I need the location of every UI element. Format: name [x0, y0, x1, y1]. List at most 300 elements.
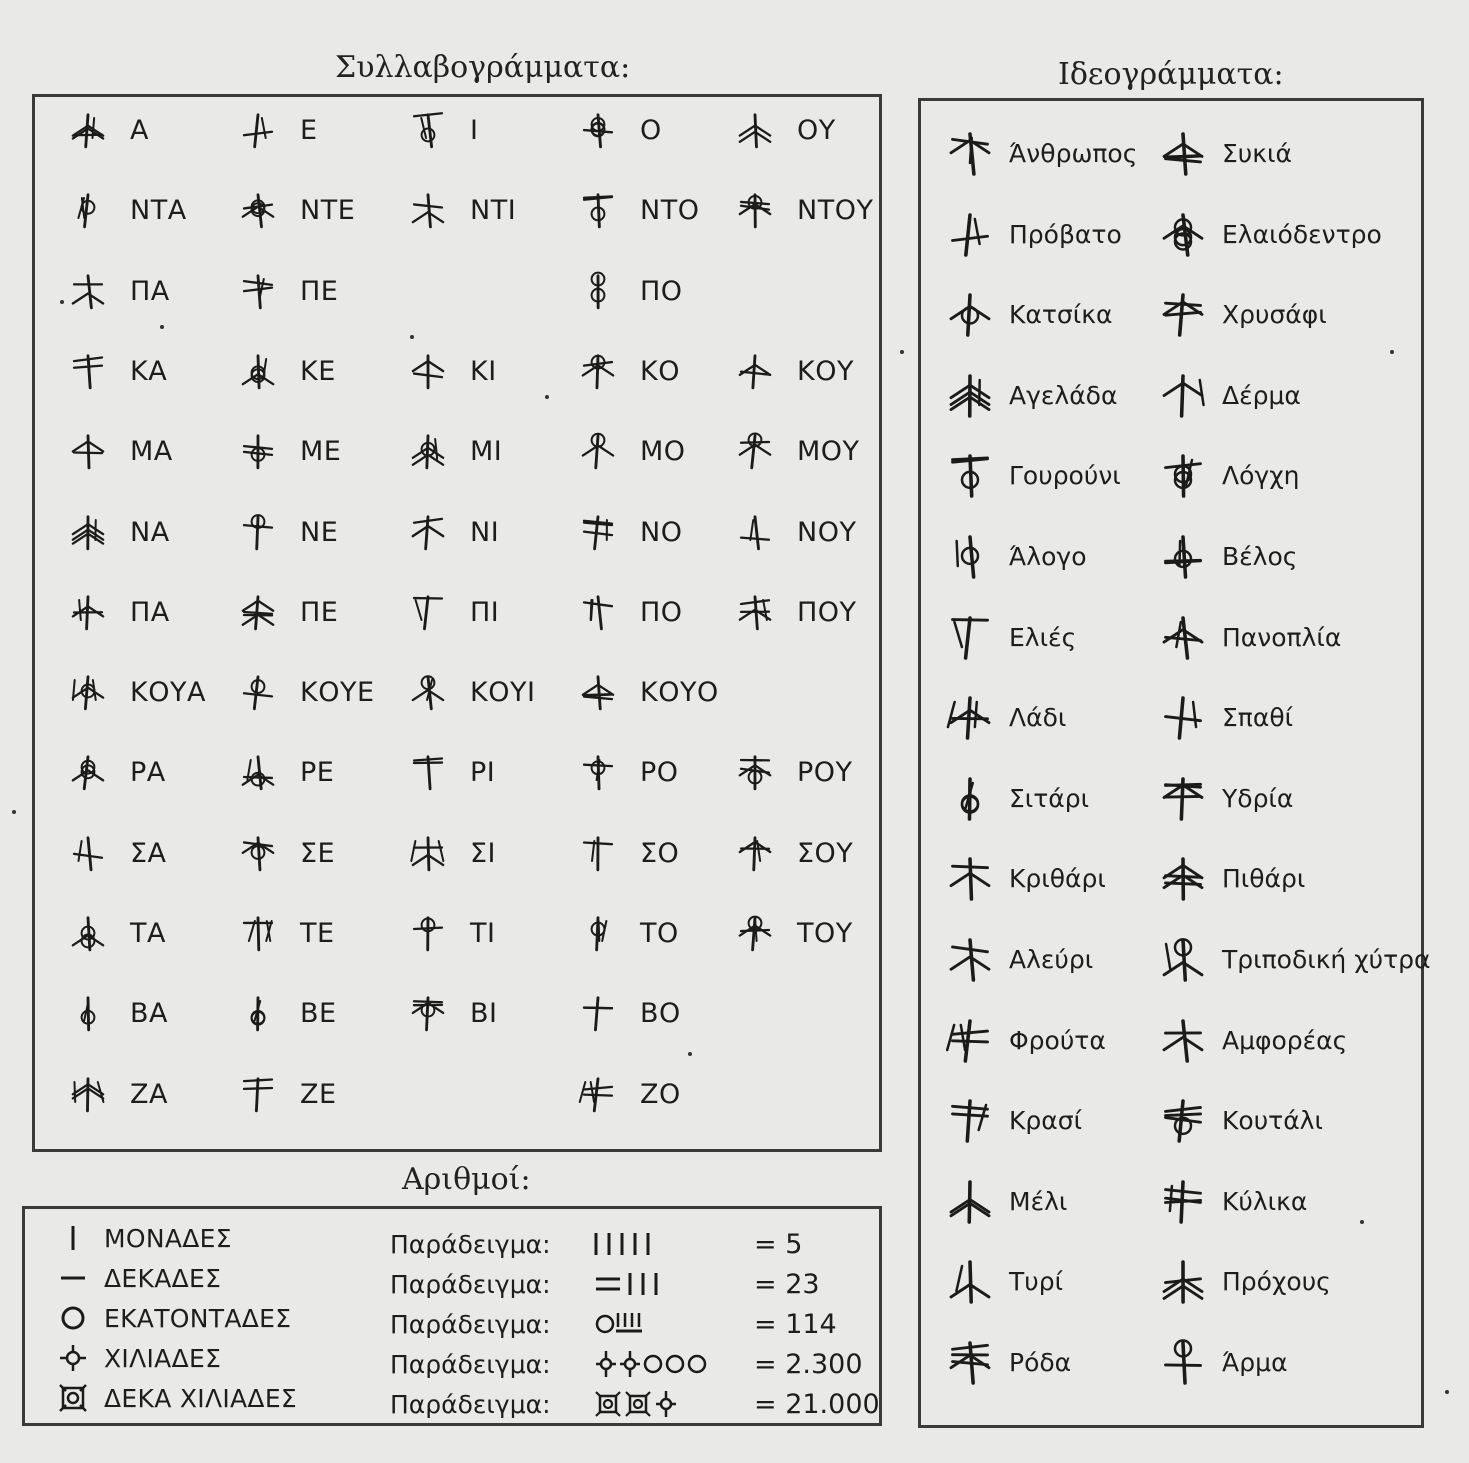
linear-b-syllabogram-icon [408, 351, 448, 391]
syllabogram-label: ΜΙ [470, 435, 503, 467]
ideogram-label: Κουτάλι [1222, 1105, 1323, 1135]
ideogram-item [1158, 199, 1382, 269]
syllabogram-label: ΠΟΥ [797, 596, 857, 628]
number-example-row [390, 1264, 820, 1304]
speck [1445, 1390, 1449, 1394]
ideogram-label: Φρούτα [1009, 1025, 1106, 1055]
linear-b-ideogram-icon [945, 692, 995, 742]
linear-b-syllabogram-icon [578, 1074, 618, 1114]
syllabogram-cell [238, 582, 338, 642]
linear-b-ideogram-icon [1158, 1256, 1208, 1306]
syllabogram-cell [735, 582, 857, 642]
syllabogram-label: ΜΟΥ [797, 435, 860, 467]
linear-b-ideogram-icon [1158, 1337, 1208, 1387]
syllabogram-label: ΝΟΥ [797, 516, 857, 548]
syllabogram-cell [68, 341, 167, 401]
example-label: Παράδειγμα: [390, 1269, 551, 1299]
linear-b-ideogram-icon [945, 531, 995, 581]
linear-b-syllabogram-icon [68, 672, 108, 712]
linear-b-syllabogram-icon [68, 190, 108, 230]
syllabogram-cell [735, 180, 873, 240]
ideogram-item [945, 1166, 1067, 1236]
linear-b-ideogram-icon [945, 289, 995, 339]
ideogram-label: Λάδι [1009, 702, 1067, 732]
syllabogram-label: ΒΕ [300, 997, 337, 1029]
linear-b-ideogram-icon [1158, 209, 1208, 259]
syllabogram-cell [68, 983, 168, 1043]
syllabogram-cell [238, 261, 338, 321]
ideogram-item [1158, 1166, 1307, 1236]
syllabogram-cell [578, 742, 679, 802]
linear-b-syllabogram-icon [408, 752, 448, 792]
linear-b-ideogram-icon [1158, 773, 1208, 823]
linear-b-syllabogram-icon [578, 913, 618, 953]
ideogram-label: Αγελάδα [1009, 380, 1118, 410]
number-unit-row [58, 1338, 221, 1378]
syllabogram-cell [578, 582, 683, 642]
syllabogram-label: ΚΟΥΟ [640, 676, 719, 708]
example-label: Παράδειγμα: [390, 1349, 551, 1379]
syllabogram-label: ΚΟΥ [797, 355, 854, 387]
framed-circle-with-rays-icon [58, 1383, 88, 1413]
syllabogram-label: ΠΑ [130, 275, 170, 307]
syllabogram-label: Ε [300, 114, 318, 146]
number-unit-row [58, 1258, 221, 1298]
linear-b-ideogram-icon [945, 612, 995, 662]
ideogram-label: Λόγχη [1222, 460, 1300, 490]
syllabogram-cell [408, 662, 535, 722]
linear-b-syllabogram-icon [68, 592, 108, 632]
linear-b-ideogram-icon [945, 209, 995, 259]
linear-b-syllabogram-icon [408, 592, 448, 632]
linear-b-ideogram-icon [945, 128, 995, 178]
numbers-title: Αριθμοί: [402, 1162, 531, 1197]
linear-b-syllabogram-icon [735, 190, 775, 230]
example-label: Παράδειγμα: [390, 1389, 551, 1419]
syllabogram-cell [735, 903, 853, 963]
syllabogram-label: ΝΤΟ [640, 194, 700, 226]
syllabogram-cell [578, 100, 662, 160]
linear-b-ideogram-icon [945, 1176, 995, 1226]
ideogram-item [945, 763, 1089, 833]
syllabogram-cell [238, 502, 338, 562]
circle-with-rays-icon [58, 1343, 88, 1373]
linear-b-syllabogram-icon [238, 190, 278, 230]
example-label: Παράδειγμα: [390, 1229, 551, 1259]
syllabogram-label: ΟΥ [797, 114, 836, 146]
linear-b-ideogram-icon [1158, 1176, 1208, 1226]
ideogram-label: Χρυσάφι [1222, 299, 1327, 329]
linear-b-syllabogram-icon [238, 431, 278, 471]
syllabogram-label: ΜΟ [640, 435, 686, 467]
syllabogram-label: ΜΕ [300, 435, 342, 467]
example-value: = 5 [754, 1228, 803, 1260]
ideogram-item [945, 1246, 1063, 1316]
syllabogram-cell [238, 341, 336, 401]
ideogram-item [1158, 1327, 1288, 1397]
ideogram-label: Πρόχους [1222, 1266, 1331, 1296]
syllabogram-cell [68, 582, 170, 642]
linear-b-syllabogram-icon [578, 752, 618, 792]
syllabogram-cell [68, 903, 166, 963]
syllabogram-cell [408, 100, 478, 160]
syllabogram-cell [408, 421, 502, 481]
speck [688, 1052, 692, 1056]
vertical-stroke-icon [58, 1223, 88, 1253]
linear-b-syllabogram-icon [68, 833, 108, 873]
syllabogram-label: ΤΑ [130, 917, 166, 949]
syllabogram-label: ΠΕ [300, 275, 339, 307]
syllabogram-cell [68, 662, 206, 722]
ideogram-label: Τριποδική χύτρα [1222, 944, 1431, 974]
linear-b-syllabogram-icon [238, 110, 278, 150]
syllabogram-cell [408, 341, 497, 401]
ideogram-item [945, 1327, 1071, 1397]
syllabogram-cell [578, 341, 680, 401]
linear-b-syllabogram-icon [68, 271, 108, 311]
syllabogram-label: ΝΙ [470, 516, 500, 548]
ideogram-label: Μέλι [1009, 1186, 1068, 1216]
ideogram-item [1158, 763, 1293, 833]
number-unit-label: ΔΕΚΑ ΧΙΛΙΑΔΕΣ [104, 1383, 298, 1413]
linear-b-syllabogram-icon [68, 431, 108, 471]
syllabogram-label: Α [130, 114, 149, 146]
linear-b-ideogram-icon [945, 853, 995, 903]
ideogram-item [1158, 118, 1292, 188]
linear-b-syllabogram-icon [578, 351, 618, 391]
number-unit-row [58, 1298, 291, 1338]
speck [1360, 1220, 1364, 1224]
syllabogram-label: ΒΙ [470, 997, 498, 1029]
linear-b-syllabogram-icon [578, 592, 618, 632]
linear-b-ideogram-icon [945, 1015, 995, 1065]
ideogram-label: Συκιά [1222, 138, 1292, 168]
syllabogram-cell [578, 261, 683, 321]
linear-b-syllabogram-icon [578, 993, 618, 1033]
ideogram-label: Τυρί [1009, 1266, 1064, 1296]
linear-b-syllabogram-icon [238, 1074, 278, 1114]
linear-b-ideogram-icon [945, 1095, 995, 1145]
syllabogram-cell [578, 502, 682, 562]
linear-b-syllabogram-icon [408, 672, 448, 712]
syllabogram-cell [735, 421, 860, 481]
ideogram-label: Πιθάρι [1222, 863, 1306, 893]
linear-b-syllabogram-icon [238, 752, 278, 792]
linear-b-ideogram-icon [945, 773, 995, 823]
ideogram-label: Ελιές [1009, 622, 1077, 652]
syllabogram-label: ΠΑ [130, 596, 170, 628]
syllabogram-label: ΝΤΕ [300, 194, 356, 226]
number-glyphs-icon [590, 1307, 740, 1341]
syllabogram-cell [735, 100, 836, 160]
syllabogram-label: ΚΑ [130, 355, 168, 387]
syllabogram-cell [578, 903, 679, 963]
linear-b-ideogram-icon [1158, 531, 1208, 581]
linear-b-syllabogram-icon [238, 993, 278, 1033]
number-example-row [390, 1344, 863, 1384]
syllabogram-cell [578, 823, 679, 883]
syllabograms-title: Συλλαβογράμματα: [335, 50, 631, 85]
ideogram-item [1158, 924, 1431, 994]
syllabogram-label: ΖΕ [300, 1078, 337, 1110]
linear-b-syllabogram-icon [578, 190, 618, 230]
linear-b-ideogram-icon [1158, 289, 1208, 339]
ideogram-item [945, 924, 1093, 994]
speck [1390, 350, 1394, 354]
ideogram-item [945, 521, 1087, 591]
syllabogram-label: ΠΟ [640, 275, 683, 307]
syllabogram-label: ΠΙ [470, 596, 500, 628]
ideogram-item [945, 843, 1106, 913]
linear-b-syllabogram-icon [238, 351, 278, 391]
linear-b-ideogram-icon [1158, 853, 1208, 903]
example-label: Παράδειγμα: [390, 1309, 551, 1339]
ideogram-item [945, 279, 1112, 349]
number-glyphs-icon [590, 1227, 740, 1261]
syllabogram-cell [68, 823, 167, 883]
linear-b-syllabogram-icon [408, 512, 448, 552]
linear-b-syllabogram-icon [735, 351, 775, 391]
number-example-row [390, 1224, 802, 1264]
linear-b-syllabogram-icon [578, 110, 618, 150]
number-example-row [390, 1304, 837, 1344]
syllabogram-cell [238, 983, 337, 1043]
linear-b-syllabogram-icon [578, 672, 618, 712]
syllabogram-label: ΡΕ [300, 756, 335, 788]
linear-b-syllabogram-icon [68, 993, 108, 1033]
ideogram-item [945, 118, 1137, 188]
syllabogram-label: ΠΟ [640, 596, 683, 628]
syllabogram-cell [68, 502, 170, 562]
linear-b-syllabogram-icon [578, 271, 618, 311]
syllabogram-cell [68, 742, 166, 802]
number-unit-label: ΕΚΑΤΟΝΤΑΔΕΣ [104, 1303, 292, 1333]
number-glyphs-icon [590, 1387, 740, 1421]
linear-b-syllabogram-icon [735, 913, 775, 953]
syllabogram-cell [408, 742, 495, 802]
linear-b-syllabogram-icon [68, 512, 108, 552]
linear-b-syllabogram-icon [68, 752, 108, 792]
linear-b-syllabogram-icon [408, 833, 448, 873]
linear-b-ideogram-icon [945, 370, 995, 420]
ideogram-item [1158, 360, 1301, 430]
ideogram-label: Κρασί [1009, 1105, 1083, 1135]
example-value: = 23 [754, 1268, 820, 1300]
syllabogram-cell [408, 823, 496, 883]
syllabogram-cell [68, 100, 149, 160]
linear-b-syllabogram-icon [408, 190, 448, 230]
syllabogram-label: ΤΙ [470, 917, 496, 949]
ideogram-item [945, 199, 1122, 269]
ideogram-label: Άνθρωπος [1009, 138, 1138, 168]
syllabogram-label: Ο [640, 114, 662, 146]
syllabogram-cell [735, 502, 856, 562]
syllabogram-label: ΖΑ [130, 1078, 168, 1110]
speck [545, 395, 549, 399]
syllabogram-label: ΝΤΟΥ [797, 194, 874, 226]
linear-b-syllabogram-icon [735, 110, 775, 150]
syllabogram-label: ΒΟ [640, 997, 681, 1029]
syllabogram-label: ΡΟΥ [797, 756, 853, 788]
syllabogram-label: ΣΕ [300, 837, 336, 869]
linear-b-syllabogram-icon [735, 752, 775, 792]
syllabogram-label: ΝΑ [130, 516, 170, 548]
ideogram-label: Σιτάρι [1009, 783, 1090, 813]
syllabogram-cell [578, 1064, 681, 1124]
syllabogram-cell [238, 421, 341, 481]
ideogram-item [1158, 682, 1293, 752]
linear-b-syllabogram-icon [68, 1074, 108, 1114]
syllabogram-cell [408, 582, 499, 642]
syllabogram-label: ΠΕ [300, 596, 339, 628]
syllabogram-cell [735, 341, 854, 401]
syllabogram-label: ΡΟ [640, 756, 679, 788]
syllabogram-label: ΖΟ [640, 1078, 681, 1110]
linear-b-syllabogram-icon [735, 512, 775, 552]
syllabogram-cell [578, 421, 686, 481]
syllabogram-cell [238, 1064, 337, 1124]
linear-b-ideogram-icon [1158, 612, 1208, 662]
syllabogram-label: ΤΕ [300, 917, 335, 949]
syllabogram-cell [735, 742, 853, 802]
speck [900, 350, 904, 354]
syllabogram-label: Ι [470, 114, 479, 146]
ideogram-label: Κύλικα [1222, 1186, 1308, 1216]
syllabogram-label: ΣΟΥ [797, 837, 854, 869]
ideogram-item [1158, 521, 1297, 591]
ideogram-label: Πανοπλία [1222, 622, 1342, 652]
syllabogram-cell [578, 662, 719, 722]
ideogram-item [945, 360, 1117, 430]
ideogram-item [1158, 1246, 1331, 1316]
ideogram-item [1158, 1085, 1323, 1155]
ideogram-label: Γουρούνι [1009, 460, 1121, 490]
linear-b-syllabogram-icon [408, 993, 448, 1033]
syllabogram-label: ΚΟΥΙ [470, 676, 536, 708]
linear-b-ideogram-icon [945, 1256, 995, 1306]
example-value: = 2.300 [754, 1348, 863, 1380]
ideograms-title: Ιδεογράμματα: [1058, 57, 1284, 92]
syllabogram-cell [408, 983, 498, 1043]
linear-b-ideogram-icon [1158, 128, 1208, 178]
number-unit-label: ΜΟΝΑΔΕΣ [104, 1223, 232, 1253]
syllabogram-label: ΤΟΥ [797, 917, 853, 949]
linear-b-syllabogram-icon [735, 431, 775, 471]
number-unit-row [58, 1218, 232, 1258]
ideogram-label: Σπαθί [1222, 702, 1294, 732]
syllabogram-cell [578, 983, 681, 1043]
ideogram-label: Αμφορέας [1222, 1025, 1348, 1055]
ideogram-label: Δέρμα [1222, 380, 1301, 410]
number-glyphs-icon [590, 1267, 740, 1301]
speck [12, 810, 16, 814]
linear-b-ideogram-icon [1158, 450, 1208, 500]
circle-icon [58, 1303, 88, 1333]
ideogram-label: Κατσίκα [1009, 299, 1113, 329]
number-unit-label: ΔΕΚΑΔΕΣ [104, 1263, 222, 1293]
ideogram-label: Αλεύρι [1009, 944, 1094, 974]
linear-b-syllabogram-icon [238, 913, 278, 953]
syllabogram-label: ΚΟΥΑ [130, 676, 206, 708]
ideogram-label: Άλογο [1009, 541, 1087, 571]
syllabogram-label: ΜΑ [130, 435, 173, 467]
ideogram-item [945, 440, 1121, 510]
linear-b-ideogram-icon [945, 934, 995, 984]
linear-b-ideogram-icon [1158, 1095, 1208, 1145]
linear-b-ideogram-icon [1158, 934, 1208, 984]
ideogram-item [1158, 1005, 1347, 1075]
linear-b-ideogram-icon [945, 1337, 995, 1387]
linear-b-syllabogram-icon [68, 351, 108, 391]
speck [160, 325, 164, 329]
ideogram-label: Ρόδα [1009, 1347, 1072, 1377]
number-glyphs-icon [590, 1347, 740, 1381]
syllabogram-cell [408, 180, 516, 240]
syllabogram-cell [68, 421, 173, 481]
linear-b-syllabogram-icon [735, 592, 775, 632]
syllabogram-label: ΣΙ [470, 837, 497, 869]
linear-b-syllabogram-icon [408, 431, 448, 471]
ideogram-label: Πρόβατο [1009, 219, 1122, 249]
syllabogram-label: ΣΑ [130, 837, 167, 869]
number-example-row [390, 1384, 880, 1424]
ideogram-label: Κριθάρι [1009, 863, 1106, 893]
ideogram-item [1158, 843, 1305, 913]
number-unit-row [58, 1378, 297, 1418]
ideogram-label: Βέλος [1222, 541, 1298, 571]
ideogram-item [1158, 279, 1327, 349]
speck [410, 335, 414, 339]
linear-b-syllabogram-icon [68, 110, 108, 150]
linear-b-ideogram-icon [1158, 692, 1208, 742]
linear-b-syllabogram-icon [578, 431, 618, 471]
syllabogram-label: ΝΤΑ [130, 194, 187, 226]
number-unit-label: ΧΙΛΙΑΔΕΣ [104, 1343, 222, 1373]
ideogram-label: Άρμα [1222, 1347, 1288, 1377]
syllabogram-label: ΝΟ [640, 516, 683, 548]
syllabogram-cell [238, 903, 335, 963]
linear-b-syllabogram-icon [408, 110, 448, 150]
syllabogram-cell [238, 742, 334, 802]
linear-b-ideogram-icon [945, 450, 995, 500]
syllabogram-label: ΝΤΙ [470, 194, 517, 226]
syllabogram-label: ΚΕ [300, 355, 336, 387]
syllabogram-cell [408, 903, 495, 963]
example-value: = 114 [754, 1308, 837, 1340]
syllabogram-label: ΡΙ [470, 756, 496, 788]
speck [60, 300, 64, 304]
linear-b-syllabogram-icon [68, 913, 108, 953]
ideogram-item [1158, 440, 1299, 510]
linear-b-syllabogram-icon [408, 913, 448, 953]
syllabogram-label: ΡΑ [130, 756, 166, 788]
ideogram-label: Ελαιόδεντρο [1222, 219, 1382, 249]
linear-b-ideogram-icon [1158, 1015, 1208, 1065]
syllabogram-cell [68, 180, 187, 240]
syllabogram-label: ΝΕ [300, 516, 339, 548]
ideogram-item [1158, 602, 1341, 672]
linear-b-ideogram-icon [1158, 370, 1208, 420]
syllabogram-label: ΚΟΥΕ [300, 676, 375, 708]
ideogram-item [945, 1005, 1106, 1075]
syllabogram-cell [578, 180, 699, 240]
example-value: = 21.000 [754, 1388, 880, 1420]
syllabogram-cell [408, 502, 499, 562]
linear-b-syllabogram-icon [735, 833, 775, 873]
linear-b-syllabogram-icon [238, 512, 278, 552]
syllabogram-cell [238, 180, 355, 240]
syllabogram-cell [68, 1064, 168, 1124]
